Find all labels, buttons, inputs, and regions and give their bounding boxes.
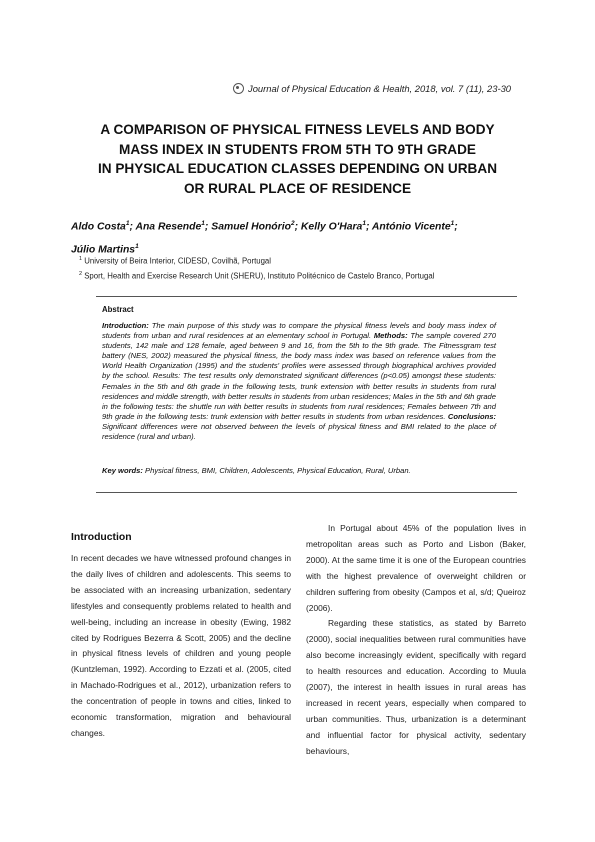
title-line: A COMPARISON OF PHYSICAL FITNESS LEVELS AND BODY (100, 122, 495, 137)
author-name: Kelly O'Hara (300, 221, 363, 233)
introduction-paragraph: In recent decades we have witnessed profound changes in the daily lives of children and adolescents. This seems to be associated with an increasing urbanization, sedentary lifestyles and consequently problems related to health and well-being, including an increase in obesity (Ewing, 1982 cited by Rodrigues Bezerra & Scott, 2005) and the decline in physical fitness levels of children and young people (Kuntzleman, 1992). According to Ezzati et al. (2005, cited in Machado-Rodrigues et al., 2012), urbanization refers to the concentration of people in towns and cities, linked to economic transformation, migration and behavioural changes. (71, 553, 291, 738)
abstract-body (102, 321, 496, 442)
abstract-methods-text: The sample covered 270 students, 142 male and 128 female, aged between 9 and 16, from the 5th to the 9th grade. The Fitnessgram test battery (NES, 2002) measured the physical fitness, the body mass index was based on reference values from the World Health Organization (1995) and the students' profiles were assessed through biographical archives provided by the school. Results: The test results only demonstrated significant differences (p<0.05) amongst these students: Females in the 5th and 6th grade in the following tests, trunk extension with better results in students from rural residences and middle strength, with better results in students from urban residences; Males in the 5th and 6th grade in the following tests: the shuttle run with better results in students from rural residences; Females between 7th and 9th grade in the following tests: trunk extension with better results in students from urban residences. (102, 331, 496, 421)
affiliation-1 (79, 256, 271, 266)
author-list (71, 214, 531, 261)
affiliation-text: Sport, Health and Exercise Research Unit (SHERU), Instituto Politécnico de Castelo Branco, Portugal (84, 271, 435, 281)
title-line: MASS INDEX IN STUDENTS FROM 5TH TO 9TH GRADE (119, 141, 476, 157)
keywords (102, 466, 502, 476)
left-column (71, 551, 291, 742)
title-line: OR RURAL PLACE OF RESIDENCE (183, 180, 412, 196)
abstract-intro-label: Introduction: (102, 321, 149, 330)
author-separator: ; (129, 221, 136, 233)
body-paragraph: Regarding these statistics, as stated by Barreto (2000), social inequalities between rural communities have also become increasingly evident, specifically with regard to health resources and education. According to Muula (2007), the interest in health issues in rural areas has increased in recent years, especially when compared to urban communities. Thus, urbanization is a determinant and influential factor for physical activity, sedentary behaviours, (306, 618, 526, 756)
author-name: Júlio Martins (71, 244, 136, 256)
keywords-text: Physical fitness, BMI, Children, Adolescents, Physical Education, Rural, Urban. (142, 466, 411, 475)
affiliation-number: 2 (79, 271, 83, 277)
journal-citation: Journal of Physical Education & Health, 2018, vol. 7 (11), 23-30 (248, 83, 511, 94)
author-affiliation-mark: 1 (450, 220, 455, 227)
author-affiliation-mark: 1 (201, 220, 205, 227)
author-name: Aldo Costa (71, 221, 126, 233)
abstract-top-divider (96, 296, 517, 297)
author-separator: ; (294, 221, 301, 233)
journal-logo-icon (233, 83, 244, 94)
article-title (60, 120, 535, 198)
abstract-conclusions-text: Significant differences were not observed between the levels of physical fitness and BMI related to the place of residence (rural and urban). (102, 421, 496, 442)
body-paragraph: In Portugal about 45% of the population lives in metropolitan areas such as Porto and Lisbon (Baker, 2000). At the same time it is one of the European countries with the highest prevalence of overweight children or children suffering from obesity (Campos et al, s/d; Queiroz (2006). (306, 523, 526, 613)
author-separator: ; (454, 221, 458, 233)
author-name: António Vicente (371, 221, 451, 233)
introduction-heading: Introduction (71, 532, 132, 543)
abstract-intro-text: The main purpose of this study was to compare the physical fitness levels and body mass index of students from urban and rural residences at an elementary school in Portugal. (102, 321, 496, 341)
affiliation-number: 1 (79, 256, 83, 262)
affiliation-2 (79, 271, 434, 281)
abstract-heading: Abstract (102, 305, 134, 314)
abstract-bottom-divider (96, 492, 517, 493)
author-separator: ; (204, 221, 212, 233)
author-affiliation-mark: 2 (290, 220, 295, 227)
author-separator: ; (365, 221, 372, 233)
journal-header (233, 83, 511, 94)
author-affiliation-mark: 1 (362, 220, 366, 227)
author-name: Ana Resende (135, 221, 202, 233)
abstract-methods-label: Methods: (373, 331, 408, 341)
author-name: Samuel Honório (211, 221, 291, 233)
abstract-conclusions-label: Conclusions: (445, 411, 496, 421)
affiliation-text: University of Beira Interior, CIDESD, Covilhã, Portugal (84, 256, 271, 266)
keywords-label: Key words: (102, 466, 143, 475)
title-line: IN PHYSICAL EDUCATION CLASSES DEPENDING ON URBAN (97, 161, 498, 176)
author-affiliation-mark: 1 (135, 243, 139, 251)
author-affiliation-mark: 1 (125, 220, 130, 227)
right-column (306, 521, 526, 760)
